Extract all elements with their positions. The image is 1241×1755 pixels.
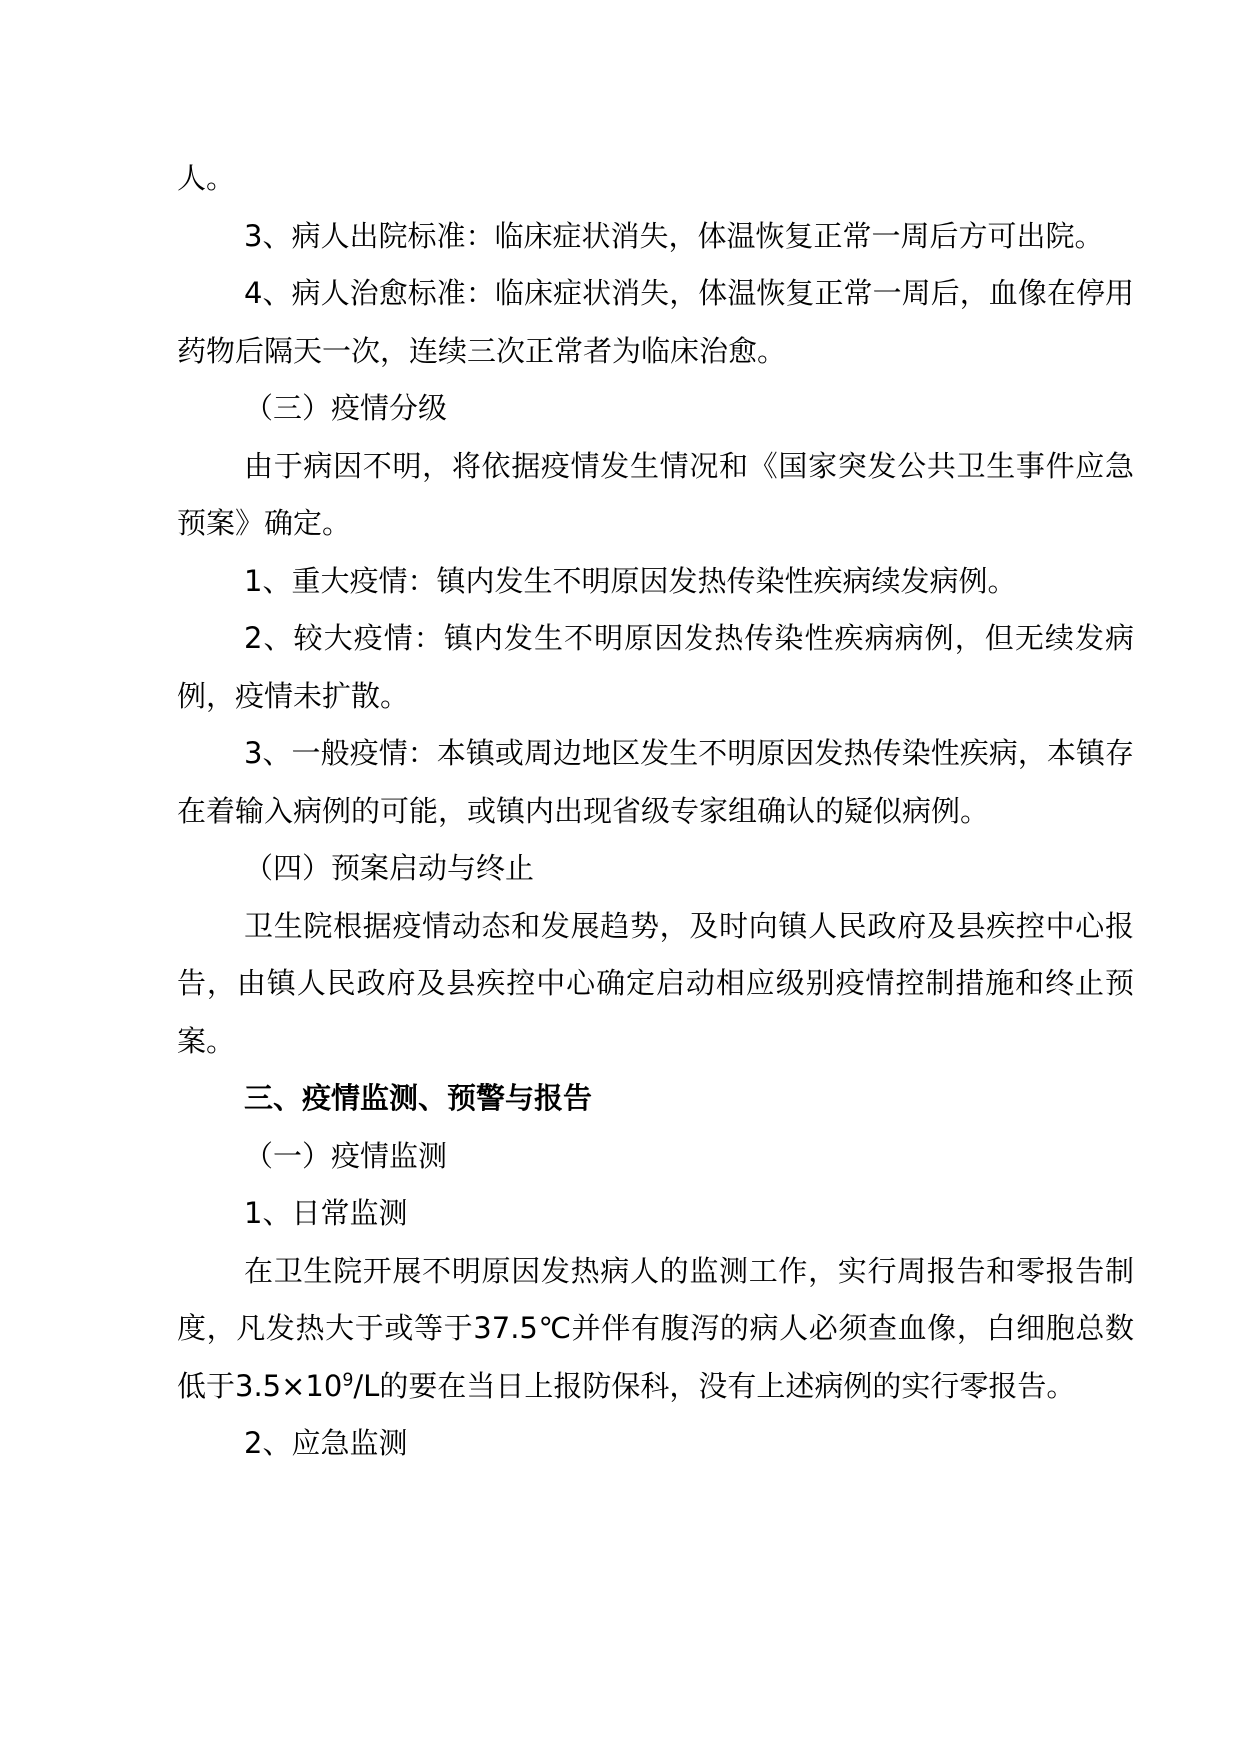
subheading-plan-start-stop: （四）预案启动与终止: [244, 851, 535, 885]
document-body: [177, 150, 1134, 1473]
subheading-daily-monitoring: 1、日常监测: [244, 1196, 408, 1230]
paragraph-daily-monitoring: [177, 1243, 1134, 1416]
paragraph-continuation: 人。: [177, 161, 236, 195]
paragraph-cure-standard: 4、病人治愈标准：临床症状消失，体温恢复正常一周后，血像在停用药物后隔天一次，连续三次正常者为临床治愈。: [177, 276, 1134, 368]
paragraph-major-epidemic: 1、重大疫情：镇内发生不明原因发热传染性疾病续发病例。: [244, 563, 1017, 598]
subheading-epidemic-monitoring: （一）疫情监测: [244, 1138, 448, 1173]
exponent: 9: [342, 1369, 354, 1390]
paragraph-larger-epidemic: 2、较大疫情：镇内发生不明原因发热传染性疾病病例，但无续发病例，疫情未扩散。: [177, 621, 1134, 713]
subheading-emergency-monitoring: 2、应急监测: [244, 1426, 408, 1460]
paragraph-plan-start-stop: 卫生院根据疫情动态和发展趋势，及时向镇人民政府及县疾控中心报告，由镇人民政府及县疾控中心确定启动相应级别疫情控制措施和终止预案。: [177, 908, 1134, 1058]
paragraph-discharge-standard: 3、病人出院标准：临床症状消失，体温恢复正常一周后方可出院。: [244, 218, 1104, 253]
paragraph-general-epidemic: 3、一般疫情：本镇或周边地区发生不明原因发热传染性疾病，本镇存在着输入病例的可能，或镇内出现省级专家组确认的疑似病例。: [177, 736, 1134, 828]
paragraph-grading-basis: 由于病因不明，将依据疫情发生情况和《国家突发公共卫生事件应急预案》确定。: [177, 448, 1134, 540]
section-heading-monitoring: 三、疫情监测、预警与报告: [244, 1081, 593, 1115]
daily-monitoring-text: 在卫生院开展不明原因发热病人的监测工作，实行周报告和零报告制度，凡发热大于或等于37.5℃并伴有腹泻的病人必须查血像，白细胞总数低于3.5×10: [177, 1253, 1134, 1403]
daily-monitoring-text-tail: /L的要在当日上报防保科，没有上述病例的实行零报告。: [353, 1368, 1076, 1403]
subheading-epidemic-grading: （三）疫情分级: [244, 391, 448, 425]
